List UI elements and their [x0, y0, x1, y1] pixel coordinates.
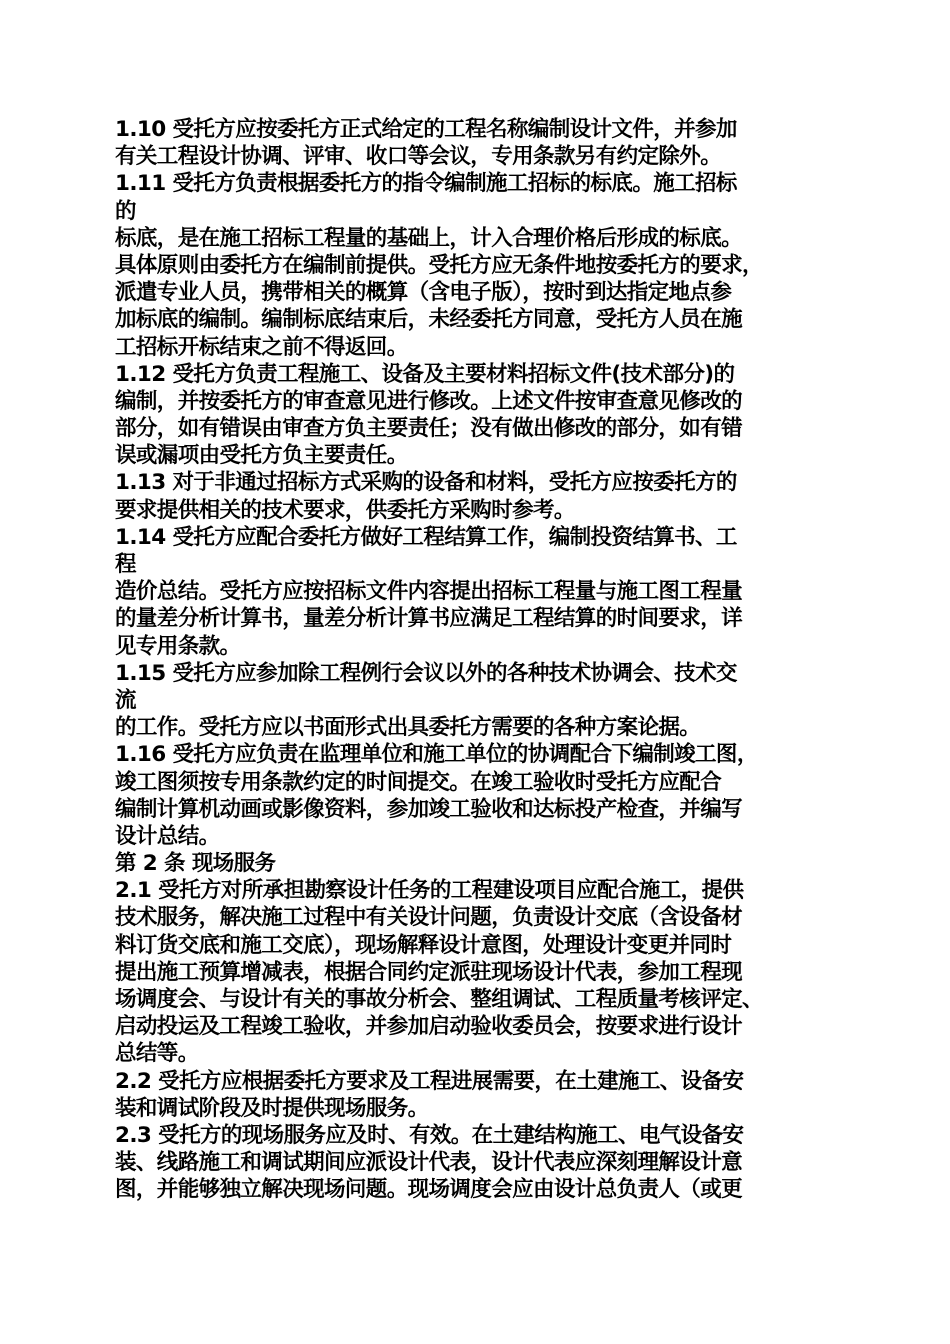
text-line: 1.16 受托方应负责在监理单位和施工单位的协调配合下编制竣工图， [115, 742, 758, 768]
text-line: 装、线路施工和调试期间应派设计代表，设计代表应深刻理解设计意 [115, 1150, 743, 1176]
text-line: 派遣专业人员，携带相关的概算（含电子版），按时到达指定地点参 [115, 280, 732, 306]
text-line: 编制计算机动画或影像资料，参加竣工验收和达标投产检查，并编写 [115, 796, 743, 822]
text-line: 1.15 受托方应参加除工程例行会议以外的各种技术协调会、技术交 [115, 660, 737, 686]
text-line: 程 [115, 552, 136, 577]
text-line: 2.3 受托方的现场服务应及时、有效。在土建结构施工、电气设备安 [115, 1122, 744, 1148]
text-line: 1.12 受托方负责工程施工、设备及主要材料招标文件(技术部分)的 [115, 361, 735, 387]
text-line: 竣工图须按专用条款约定的时间提交。在竣工验收时受托方应配合 [115, 769, 722, 795]
text-line: 的 [115, 198, 136, 224]
text-line: 设计总结。 [115, 823, 220, 849]
text-line: 要求提供相关的技术要求，供委托方采购时参考。 [115, 497, 575, 523]
text-line: 1.11 受托方负责根据委托方的指令编制施工招标的标底。施工招标 [115, 171, 737, 197]
text-line: 有关工程设计协调、评审、收口等会议，专用条款另有约定除外。 [115, 144, 722, 170]
text-line: 2.1 受托方对所承担勘察设计任务的工程建设项目应配合施工，提供 [115, 878, 744, 904]
text-line: 标底，是在施工招标工程量的基础上，计入合理价格后形成的标底。 [115, 225, 743, 251]
text-line: 工招标开标结束之前不得返回。 [115, 334, 408, 360]
text-line: 1.10 受托方应按委托方正式给定的工程名称编制设计文件，并参加 [115, 117, 737, 142]
text-line: 提出施工预算增减表，根据合同约定派驻现场设计代表，参加工程现 [115, 959, 743, 985]
text-line: 1.13 对于非通过招标方式采购的设备和材料，受托方应按委托方的 [115, 470, 737, 496]
text-line: 编制，并按委托方的审查意见进行修改。上述文件按审查意见修改的 [115, 388, 743, 414]
text-line: 加标底的编制。编制标底结束后，未经委托方同意，受托方人员在施 [115, 307, 743, 333]
text-line: 2.2 受托方应根据委托方要求及工程进展需要，在土建施工、设备安 [115, 1068, 744, 1094]
text-line: 启动投运及工程竣工验收，并参加启动验收委员会，按要求进行设计 [115, 1014, 743, 1040]
text-line: 1.14 受托方应配合委托方做好工程结算工作，编制投资结算书、工 [115, 524, 737, 550]
section-heading: 第 2 条 现场服务 [115, 851, 276, 877]
text-line: 料订货交底和施工交底），现场解释设计意图，处理设计变更并同时 [115, 932, 732, 958]
text-line: 场调度会、与设计有关的事故分析会、整组调试、工程质量考核评定、 [115, 987, 763, 1012]
text-line: 图，并能够独立解决现场问题。现场调度会应由设计总负责人（或更 [115, 1177, 743, 1203]
text-line: 误或漏项由受托方负主要责任。 [115, 443, 408, 469]
text-line: 技术服务，解决施工过程中有关设计问题，负责设计交底（含设备材 [115, 905, 743, 931]
text-line: 的量差分析计算书，量差分析计算书应满足工程结算的时间要求，详 [115, 606, 743, 632]
document-body [115, 116, 845, 1204]
text-line: 装和调试阶段及时提供现场服务。 [115, 1095, 429, 1121]
text-line: 部分，如有错误由审查方负主要责任；没有做出修改的部分，如有错 [115, 416, 743, 442]
text-line: 总结等。 [115, 1041, 199, 1067]
text-line: 见专用条款。 [115, 633, 241, 659]
text-line: 具体原则由委托方在编制前提供。受托方应无条件地按委托方的要求， [115, 252, 763, 278]
text-line: 造价总结。受托方应按招标文件内容提出招标工程量与施工图工程量 [115, 579, 743, 605]
text-line: 的工作。受托方应以书面形式出具委托方需要的各种方案论据。 [115, 715, 701, 741]
text-line: 流 [115, 687, 136, 713]
